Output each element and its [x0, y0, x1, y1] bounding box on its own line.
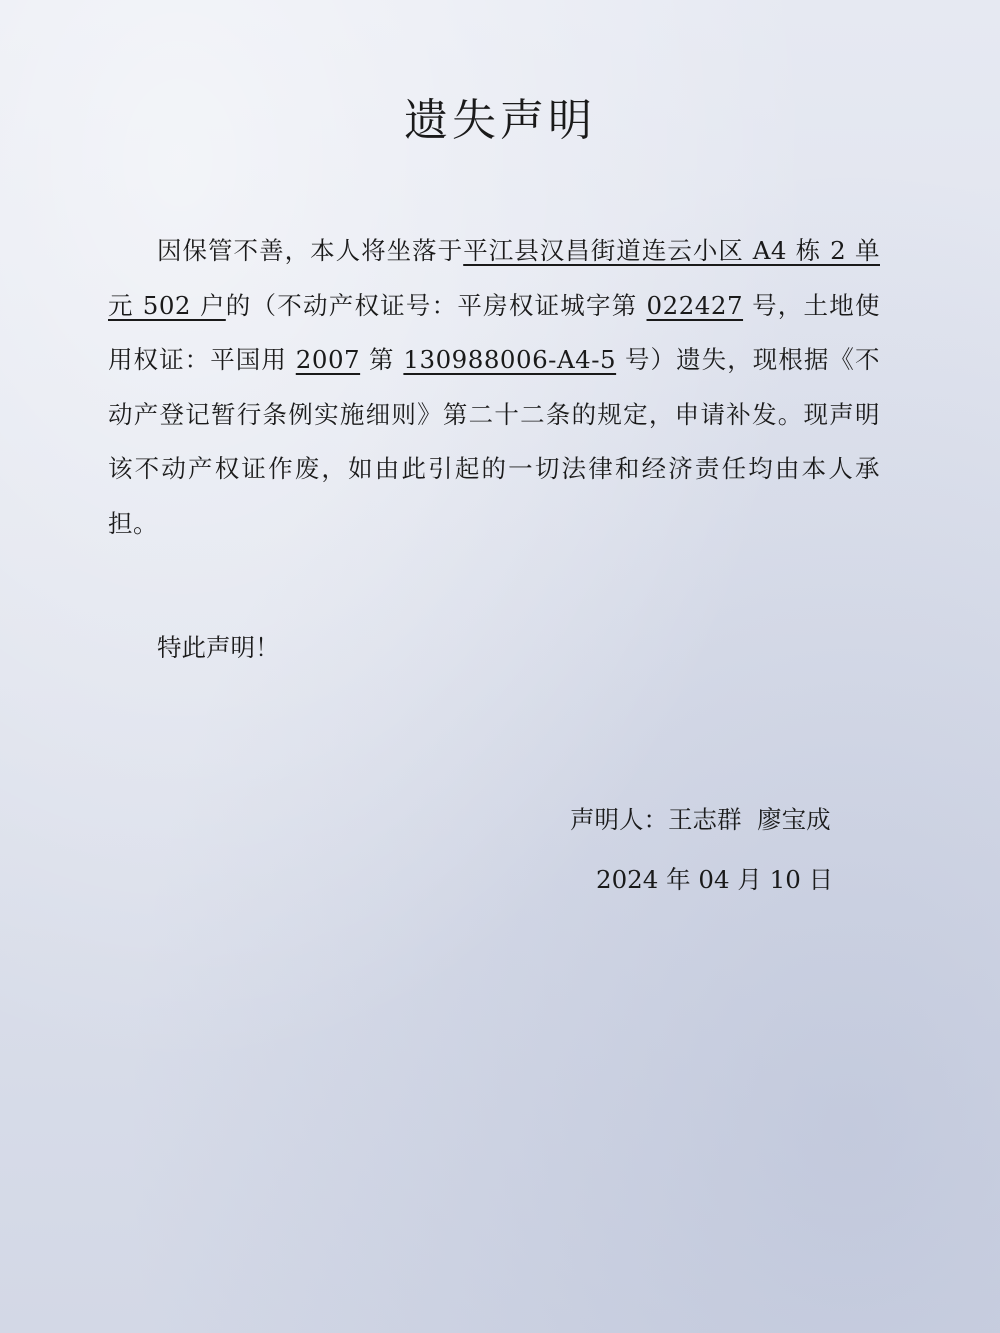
land-cert-number: 130988006-A4-5	[403, 345, 617, 374]
statement-paragraph	[108, 224, 880, 551]
land-cert-year: 2007	[295, 345, 361, 374]
paragraph-text-1: 因保管不善，本人将坐落于	[157, 236, 464, 265]
statement-date: 2024 年 04 月 10 日	[596, 865, 834, 894]
paragraph-text-5: 号）遗失，现根据《不动产登记暂行条例实施细则》第二十二条的规定，申请补发。现声明该不动产权证作废，如由此引起的一切法律和经济责任均由本人承担。	[108, 345, 880, 538]
property-address: 平江县汉昌街道连云小区 A4 栋 2 单元 502 户	[108, 236, 880, 320]
property-cert-number: 022427	[646, 290, 744, 320]
declarant-line: 声明人：王志群 廖宝成	[570, 805, 831, 834]
paragraph-text-4: 第	[360, 345, 404, 374]
document-title: 遗失声明	[404, 95, 596, 146]
paragraph-text-2: 的（不动产权证号：平房权证城字第	[225, 290, 647, 320]
closing-remark: 特此声明！	[157, 633, 280, 662]
paragraph-text-3: 号，土地使用权证：平国用	[108, 290, 880, 374]
